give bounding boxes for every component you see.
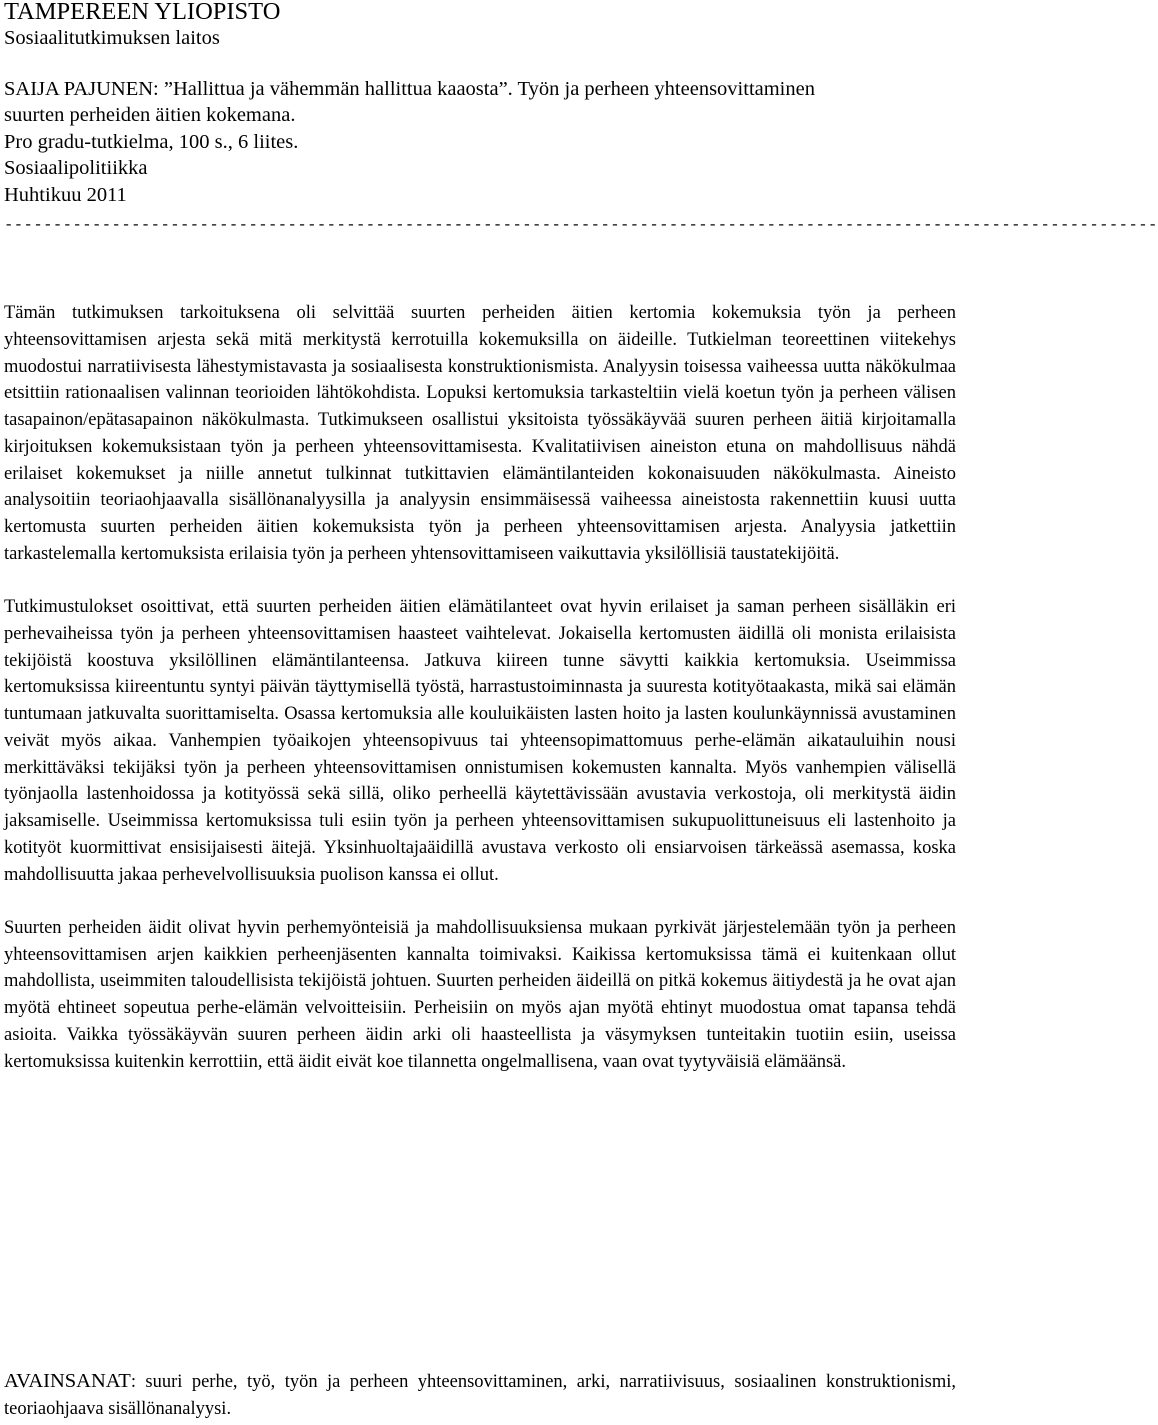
abstract xyxy=(4,300,956,1075)
abstract-paragraph-2: Tutkimustulokset osoittivat, että suurten perheiden äitien elämätilanteet ovat hyvin erilaiset ja saman perheen sisälläkin eri perhevaiheissa työn ja perheen yhteensovittamisen haasteet vaihtelevat. Jokaisella kertomusten äidillä oli monista erilaisista tekijöistä koostuva yksilöllinen elämäntilanteensa. Jatkuva kiireen tunne sävytti kaikkia kertomuksia. Useimmissa kertomuksissa kiireentuntu syntyi päivän täyttymisellä työstä, harrastustoiminnasta ja suuresta kotityötaakasta, mikä sai elämän tuntumaan jatkuvalta suorittamiselta. Osassa kertomuksia alle kouluikäisten lasten hoito ja lasten koulunkäynnissä avustaminen veivät myös aikaa. Vanhempien työaikojen yhteensopivuus tai yhteensopimattomuus perhe-elämän aikatauluihin nousi merkittäväksi tekijäksi työn ja perheen yhteensovittamisen onnistumisen kokemusten kannalta. Myös vanhempien välisellä työnjaolla lastenhoidossa ja kotityössä sekä sillä, oliko perheellä käytettävissään avustavia verkostoja, oli merkitystä äidin jaksamiselle. Useimmissa kertomuksissa tuli esiin työn ja perheen yhteensovittamisen sukupuolittuneisuus eli lastenhoito ja kotityöt kuormittivat ensisijaisesti äitejä. Yksinhuoltajaäidillä avustava verkosto oli ensiarvoisen tärkeässä asemassa, koska mahdollisuutta jakaa perhevelvollisuuksia puolison kanssa ei ollut. xyxy=(4,597,956,885)
department-name: Sosiaalitutkimuksen laitos xyxy=(4,27,220,49)
document-header xyxy=(4,0,1158,238)
keywords-section xyxy=(4,1368,956,1423)
keywords-label: AVAINSANAT xyxy=(4,1370,131,1392)
separator-line: ---------------------------------------------------------------------------------------------------------------------- xyxy=(4,216,1158,234)
author-title-line-1: SAIJA PAJUNEN: ”Hallittua ja vähemmän hallittua kaaosta”. Työn ja perheen yhteensovittaminen xyxy=(4,77,815,100)
keywords-text: : suuri perhe, työ, työn ja perheen yhteensovittaminen, arki, narratiivisuus, sosiaalinen konstruktionismi, teoriaohjaava sisällönanalyysi. xyxy=(4,1372,956,1419)
date: Huhtikuu 2011 xyxy=(4,183,127,206)
paragraph-spacer xyxy=(4,568,956,595)
spacer xyxy=(4,52,956,76)
university-name: TAMPEREEN YLIOPISTO xyxy=(4,0,281,25)
abstract-paragraph-1: Tämän tutkimuksen tarkoituksena oli selvittää suurten perheiden äitien kertomia kokemuksia työn ja perheen yhteensovittamisen arjesta sekä mitä merkitystä kerrotuilla kokemuksilla on äideille. Tutkielman teoreettinen viitekehys muodostui narratiivisesta lähestymistavasta ja sosiaalisesta konstruktionismista. Analyysin toisessa vaiheessa uutta näkökulmaa etsittiin rationaalisen valinnan teorioiden lähtökohdista. Lopuksi kertomuksia tarkasteltiin vielä koetun työn ja perheen välisen tasapainon/epätasapainon näkökulmasta. Tutkimukseen osallistui yksitoista työssäkäyvää suuren perheen äitiä kirjoitamalla kirjoituksen kokemuksistaan työn ja perheen yhteensovittamisesta. Kvalitatiivisen aineiston etuna on mahdollisuus nähdä erilaiset kokemukset ja niille annetut tulkinnat tutkittavien elämäntilanteiden kokonaisuuden näkökulmasta. Aineisto analysoitiin teoriaohjaavalla sisällönanalyysilla ja analyysin ensimmäisessä vaiheessa aineistosta rakennettiin kuusi uutta kertomusta suurten perheiden äitien kokemuksista työn ja perheen yhteensovittamisen arjesta. Analyysia jatkettiin tarkastelemalla kertomuksista erilaisia työn ja perheen yhtensovittamiseen vaikuttavia yksilöllisiä taustatekijöitä. xyxy=(4,303,956,564)
subject: Sosiaalipolitiikka xyxy=(4,157,148,179)
paragraph-spacer xyxy=(4,888,956,915)
abstract-paragraph-3: Suurten perheiden äidit olivat hyvin perhemyönteisiä ja mahdollisuuksiensa mukaan pyrkivät järjestelemään työn ja perheen yhteensovittamisen arjen kaikkien perheenjäsenten kannalta toimivaksi. Kaikissa kertomuksissa tämä ei kuitenkaan ollut mahdollista, useimmiten taloudellisista tekijöistä johtuen. Suurten perheiden äideillä on pitkä kokemus äitiydestä ja he ovat ajan myötä ehtineet sopeutua perhe-elämän velvoitteisiin. Perheisiin on myös ajan myötä ehtinyt muodostua omat tapansa tehdä asioita. Vaikka työssäkäyvän suuren perheen äidin arki oli haasteellista ja väsymyksen tunteitakin tuotiin esiin, useissa kertomuksissa kuitenkin kerrottiin, että äidit eivät koe tilannetta ongelmallisena, vaan ovat tyytyväisiä elämäänsä. xyxy=(4,917,956,1072)
author-title-line-2: suurten perheiden äitien kokemana. xyxy=(4,104,296,126)
thesis-info: Pro gradu-tutkielma, 100 s., 6 liites. xyxy=(4,130,299,153)
keywords-line xyxy=(4,1368,956,1423)
